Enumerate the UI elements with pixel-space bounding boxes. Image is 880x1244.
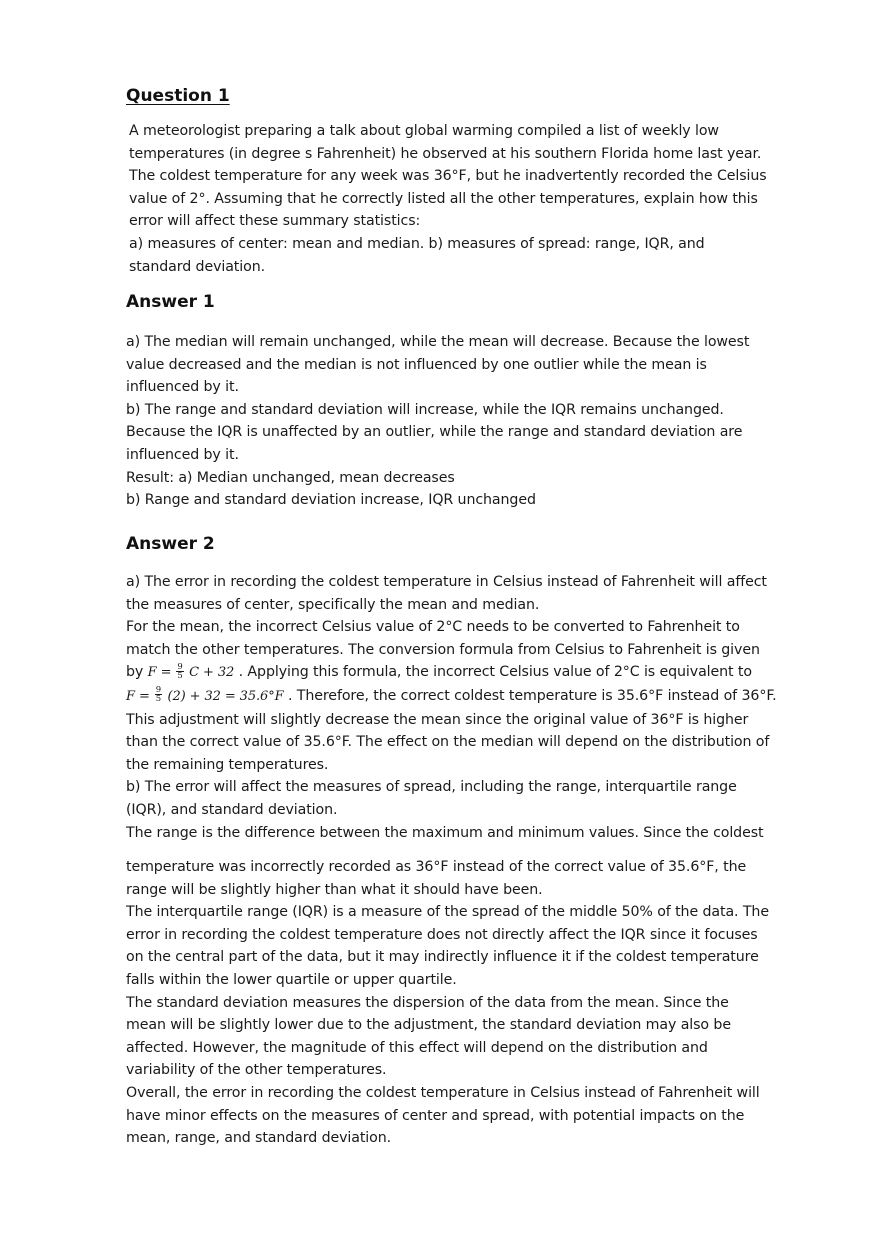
answer2-heading: Answer 2	[126, 534, 215, 554]
fraction	[155, 686, 162, 703]
text-line: temperatures (in degree s Fahrenheit) he observed at his southern Florida home last year.	[129, 145, 762, 162]
text-line: value of 2°. Assuming that he correctly listed all the other temperatures, explain how this	[129, 190, 758, 207]
text-line: mean will be slightly lower due to the adjustment, the standard deviation may also be	[126, 1017, 731, 1034]
question-text	[129, 120, 767, 278]
fraction	[176, 663, 183, 680]
answer2-text-part2	[126, 856, 769, 1150]
text-line: Because the IQR is unaffected by an outlier, while the range and standard deviation are	[126, 424, 743, 441]
text-line: influenced by it.	[126, 379, 239, 396]
text-line: value decreased and the median is not influenced by one outlier while the mean is	[126, 356, 707, 373]
text-line: on the central part of the data, but it may indirectly influence it if the coldest temperature	[126, 949, 759, 966]
text-line: a) The median will remain unchanged, while the mean will decrease. Because the lowest	[126, 334, 750, 350]
text-line: (IQR), and standard deviation.	[126, 801, 338, 818]
text-line: The interquartile range (IQR) is a measure of the spread of the middle 50% of the data. The	[126, 904, 769, 921]
fraction-denominator: 5	[177, 670, 183, 681]
text-line: than the correct value of 35.6°F. The effect on the median will depend on the distribution of	[126, 734, 770, 751]
text-line: The standard deviation measures the dispersion of the data from the mean. Since the	[126, 994, 729, 1011]
text-line: influenced by it.	[126, 446, 239, 463]
text-line: This adjustment will slightly decrease the mean since the original value of 36°F is higher	[126, 711, 749, 728]
answer2-text-part1	[126, 571, 777, 844]
text-line: b) The range and standard deviation will increase, while the IQR remains unchanged.	[126, 401, 724, 418]
formula-lhs: F =	[147, 665, 176, 681]
fraction-numerator: 9	[155, 685, 162, 696]
text-line: have minor effects on the measures of center and spread, with potential impacts on the	[126, 1107, 745, 1124]
text-line: variability of the other temperatures.	[126, 1062, 387, 1079]
formula-rhs: (2) + 32 = 35.6°F	[167, 688, 284, 704]
text-line: error will affect these summary statistics:	[129, 213, 421, 230]
text-line: a) The error in recording the coldest temperature in Celsius instead of Fahrenheit will affect	[126, 574, 767, 590]
text-line: mean, range, and standard deviation.	[126, 1130, 392, 1147]
question-heading: Question 1	[126, 86, 230, 106]
formula-lhs: F =	[126, 688, 154, 704]
text-line: a) measures of center: mean and median. b) measures of spread: range, IQR, and	[129, 235, 705, 252]
answer1-heading: Answer 1	[126, 292, 215, 312]
formula-suffix: . Therefore, the correct coldest temperature is 35.6°F instead of 36°F.	[287, 687, 777, 704]
formula-suffix: . Applying this formula, the incorrect Celsius value of 2°C is equivalent to	[238, 664, 752, 681]
text-line: The coldest temperature for any week was 36°F, but he inadvertently recorded the Celsius	[129, 168, 767, 185]
formula-line-2	[126, 685, 777, 709]
text-line: For the mean, the incorrect Celsius value of 2°C needs to be converted to Fahrenheit to	[126, 619, 740, 636]
answer1-text	[126, 331, 749, 512]
text-line: b) Range and standard deviation increase, IQR unchanged	[126, 492, 536, 509]
text-line: falls within the lower quartile or upper quartile.	[126, 971, 457, 988]
fraction-denominator: 5	[155, 694, 162, 705]
text-line: match the other temperatures. The conversion formula from Celsius to Fahrenheit is given	[126, 641, 760, 658]
text-line: The range is the difference between the maximum and minimum values. Since the coldest	[126, 824, 764, 841]
formula-prefix: by	[126, 664, 148, 681]
fraction-numerator: 9	[177, 661, 183, 672]
text-line: standard deviation.	[129, 258, 265, 275]
text-line: A meteorologist preparing a talk about global warming compiled a list of weekly low	[129, 123, 719, 139]
text-line: the measures of center, specifically the mean and median.	[126, 596, 540, 613]
text-line: the remaining temperatures.	[126, 756, 329, 773]
text-line: Overall, the error in recording the coldest temperature in Celsius instead of Fahrenheit will	[126, 1084, 760, 1101]
text-line: range will be slightly higher than what it should have been.	[126, 881, 543, 898]
formula-rhs: C + 32	[189, 665, 235, 681]
text-line: b) The error will affect the measures of spread, including the range, interquartile range	[126, 779, 737, 796]
text-line: error in recording the coldest temperature does not directly affect the IQR since it focuses	[126, 926, 758, 943]
text-line: temperature was incorrectly recorded as 36°F instead of the correct value of 35.6°F, the	[126, 859, 747, 875]
text-line: affected. However, the magnitude of this effect will depend on the distribution and	[126, 1039, 708, 1056]
formula-line-1	[126, 661, 777, 685]
text-line: Result: a) Median unchanged, mean decreases	[126, 469, 455, 486]
